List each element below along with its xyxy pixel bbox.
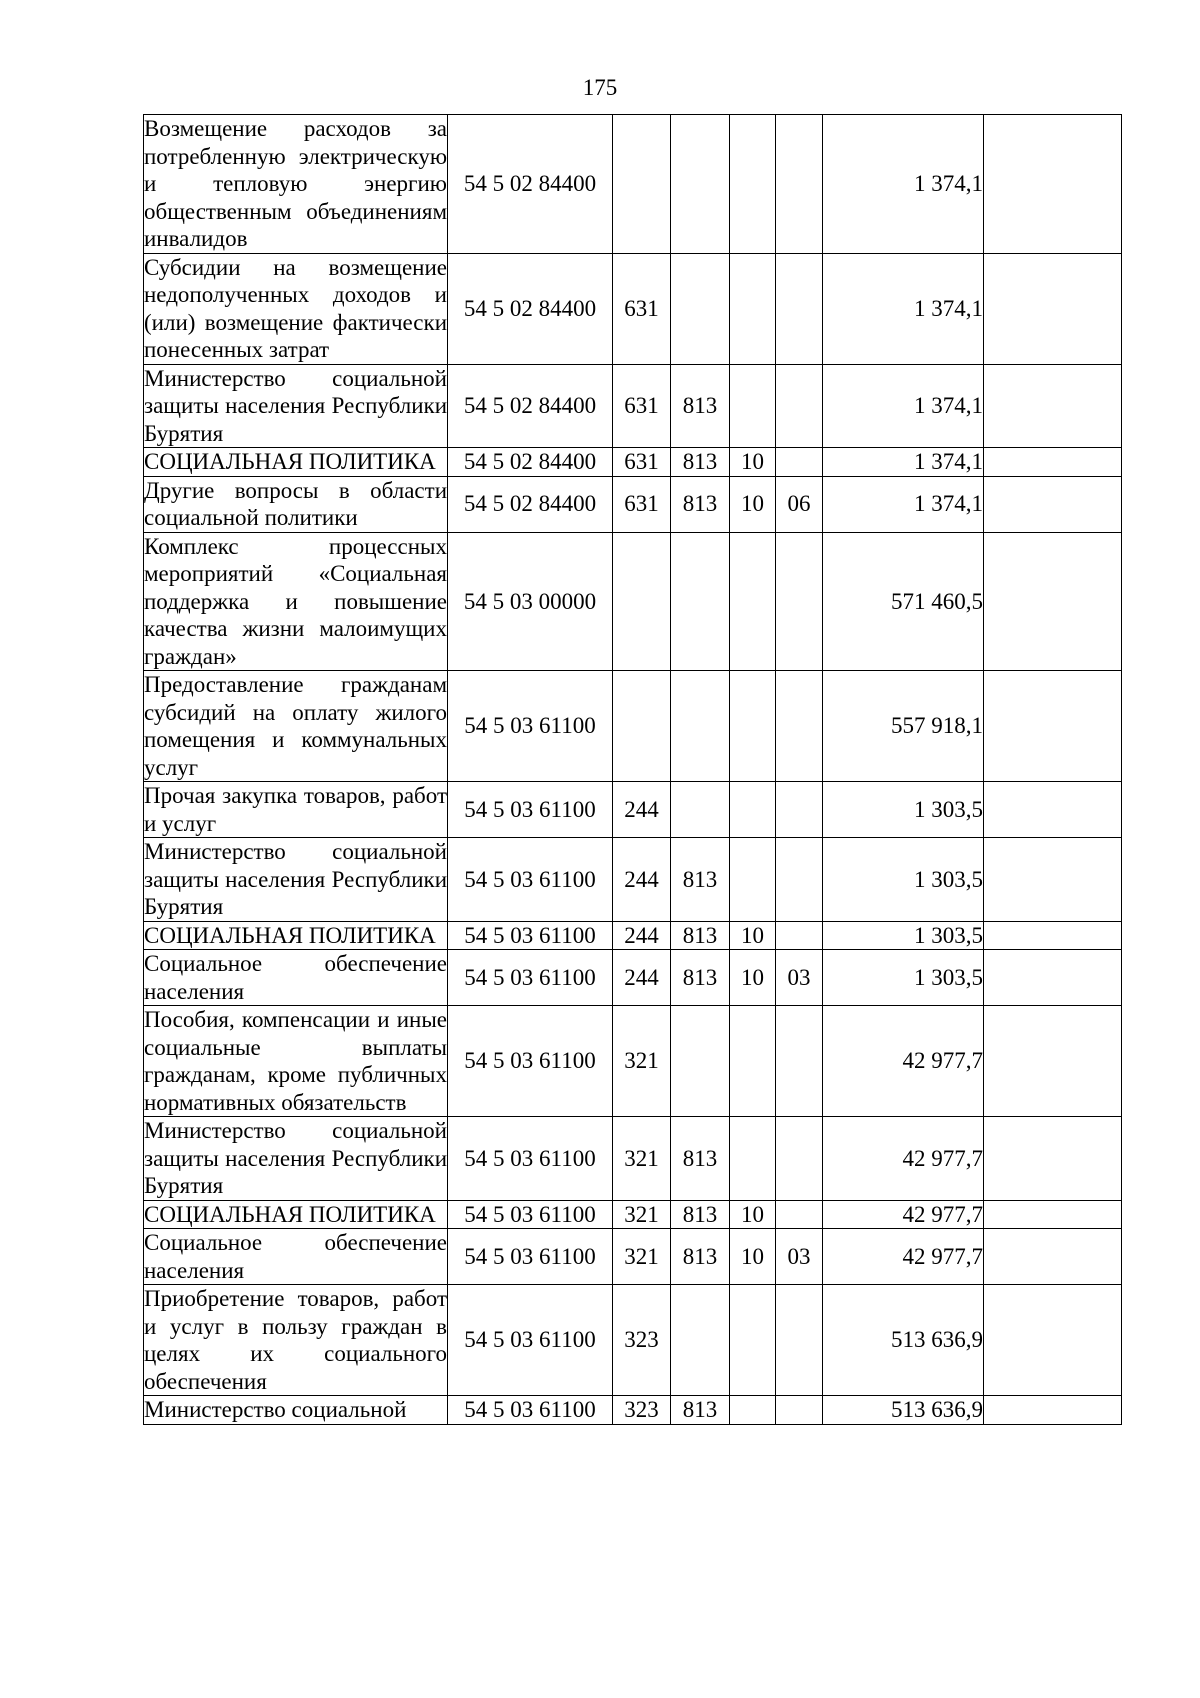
table-row — [144, 1229, 1122, 1285]
cell-name: СОЦИАЛЬНАЯ ПОЛИТИКА — [144, 448, 448, 477]
cell-expense-type: 631 — [613, 364, 671, 448]
cell-name: Субсидии на возмещение недополученных доходов и (или) возмещение фактически понесенных затрат — [144, 254, 447, 362]
page-number: 175 — [582, 75, 618, 100]
cell-subsection — [776, 838, 823, 922]
cell-target-article: 54 5 03 61100 — [448, 1117, 613, 1201]
cell-subsection — [776, 671, 823, 782]
cell-administrator: 813 — [671, 448, 730, 477]
cell-section — [730, 1117, 776, 1201]
cell-administrator: 813 — [671, 476, 730, 532]
cell-subsection: 03 — [776, 1229, 823, 1285]
cell-expense-type: 631 — [613, 448, 671, 477]
cell-target-article: 54 5 02 84400 — [448, 448, 613, 477]
cell-subsection — [776, 532, 823, 671]
cell-blank — [984, 532, 1122, 671]
cell-section: 10 — [730, 1229, 776, 1285]
cell-administrator: 813 — [671, 1117, 730, 1201]
cell-expense-type: 321 — [613, 1229, 671, 1285]
cell-expense-type — [613, 115, 671, 254]
cell-amount: 1 374,1 — [823, 476, 984, 532]
cell-section — [730, 671, 776, 782]
cell-section: 10 — [730, 921, 776, 950]
cell-amount: 557 918,1 — [823, 671, 984, 782]
cell-section: 10 — [730, 476, 776, 532]
cell-name: Прочая закупка товаров, работ и услуг — [144, 783, 447, 836]
table-row — [144, 364, 1122, 448]
cell-blank — [984, 1006, 1122, 1117]
cell-expense-type: 321 — [613, 1200, 671, 1229]
cell-subsection — [776, 1117, 823, 1201]
cell-subsection — [776, 921, 823, 950]
cell-administrator — [671, 782, 730, 838]
cell-section: 10 — [730, 1200, 776, 1229]
cell-subsection — [776, 782, 823, 838]
cell-blank — [984, 253, 1122, 364]
cell-amount: 42 977,7 — [823, 1117, 984, 1201]
cell-blank — [984, 921, 1122, 950]
cell-administrator — [671, 253, 730, 364]
cell-amount: 1 374,1 — [823, 253, 984, 364]
cell-administrator: 813 — [671, 1229, 730, 1285]
cell-target-article: 54 5 03 61100 — [448, 950, 613, 1006]
cell-administrator: 813 — [671, 921, 730, 950]
table-row — [144, 838, 1122, 922]
cell-blank — [984, 1229, 1122, 1285]
budget-table — [143, 114, 1122, 1425]
table-row — [144, 1006, 1122, 1117]
cell-target-article: 54 5 02 84400 — [448, 364, 613, 448]
cell-expense-type — [613, 671, 671, 782]
table-row — [144, 921, 1122, 950]
table-row — [144, 782, 1122, 838]
cell-section: 10 — [730, 448, 776, 477]
cell-amount: 1 374,1 — [823, 115, 984, 254]
cell-target-article: 54 5 02 84400 — [448, 115, 613, 254]
cell-section — [730, 532, 776, 671]
cell-subsection — [776, 1006, 823, 1117]
cell-expense-type: 321 — [613, 1117, 671, 1201]
cell-expense-type: 244 — [613, 838, 671, 922]
cell-name: СОЦИАЛЬНАЯ ПОЛИТИКА — [144, 921, 448, 950]
cell-administrator: 813 — [671, 364, 730, 448]
cell-blank — [984, 364, 1122, 448]
cell-target-article: 54 5 03 00000 — [448, 532, 613, 671]
cell-amount: 571 460,5 — [823, 532, 984, 671]
cell-name: СОЦИАЛЬНАЯ ПОЛИТИКА — [144, 1200, 448, 1229]
cell-target-article: 54 5 03 61100 — [448, 1006, 613, 1117]
cell-administrator: 813 — [671, 950, 730, 1006]
table-row — [144, 115, 1122, 254]
cell-subsection — [776, 115, 823, 254]
table-row — [144, 1200, 1122, 1229]
cell-target-article: 54 5 03 61100 — [448, 1229, 613, 1285]
cell-expense-type: 321 — [613, 1006, 671, 1117]
cell-section — [730, 838, 776, 922]
table-row — [144, 448, 1122, 477]
cell-name: Другие вопросы в области социальной политики — [144, 477, 447, 530]
table-row — [144, 532, 1122, 671]
cell-blank — [984, 1117, 1122, 1201]
cell-administrator: 813 — [671, 838, 730, 922]
cell-blank — [984, 838, 1122, 922]
cell-name: Социальное обеспечение населения — [144, 951, 447, 1004]
cell-section — [730, 364, 776, 448]
cell-administrator — [671, 532, 730, 671]
cell-administrator — [671, 115, 730, 254]
cell-amount: 42 977,7 — [823, 1229, 984, 1285]
cell-expense-type: 244 — [613, 921, 671, 950]
table-row — [144, 1396, 1122, 1425]
cell-section — [730, 1006, 776, 1117]
cell-expense-type: 323 — [613, 1396, 671, 1425]
cell-expense-type: 323 — [613, 1285, 671, 1396]
cell-amount: 1 303,5 — [823, 838, 984, 922]
cell-target-article: 54 5 02 84400 — [448, 476, 613, 532]
budget-table-body — [144, 115, 1122, 1425]
cell-section — [730, 1285, 776, 1396]
cell-amount: 42 977,7 — [823, 1200, 984, 1229]
cell-blank — [984, 1285, 1122, 1396]
cell-target-article: 54 5 03 61100 — [448, 838, 613, 922]
cell-administrator — [671, 671, 730, 782]
cell-name: Министерство социальной защиты населения Республики Бурятия — [144, 839, 447, 919]
cell-name: Пособия, компенсации и иные социальные выплаты гражданам, кроме публичных нормативных обязательств — [144, 1007, 447, 1115]
cell-name: Социальное обеспечение населения — [144, 1230, 447, 1283]
cell-section: 10 — [730, 950, 776, 1006]
cell-subsection: 06 — [776, 476, 823, 532]
table-row — [144, 671, 1122, 782]
cell-target-article: 54 5 03 61100 — [448, 1396, 613, 1425]
table-row — [144, 1285, 1122, 1396]
cell-amount: 513 636,9 — [823, 1285, 984, 1396]
cell-target-article: 54 5 03 61100 — [448, 1200, 613, 1229]
cell-expense-type: 631 — [613, 253, 671, 364]
cell-section — [730, 782, 776, 838]
cell-administrator: 813 — [671, 1200, 730, 1229]
cell-blank — [984, 448, 1122, 477]
cell-blank — [984, 476, 1122, 532]
cell-amount: 513 636,9 — [823, 1396, 984, 1425]
cell-amount: 1 303,5 — [823, 950, 984, 1006]
cell-expense-type — [613, 532, 671, 671]
cell-expense-type: 631 — [613, 476, 671, 532]
cell-subsection — [776, 448, 823, 477]
cell-subsection: 03 — [776, 950, 823, 1006]
cell-name: Предоставление гражданам субсидий на оплату жилого помещения и коммунальных услуг — [144, 672, 447, 780]
cell-name: Министерство социальной защиты населения Республики Бурятия — [144, 365, 447, 446]
cell-name: Комплекс процессных мероприятий «Социальная поддержка и повышение качества жизни малоимущих граждан» — [144, 533, 447, 669]
cell-blank — [984, 1396, 1122, 1425]
cell-expense-type: 244 — [613, 782, 671, 838]
table-row — [144, 253, 1122, 364]
cell-section — [730, 253, 776, 364]
cell-amount: 1 303,5 — [823, 782, 984, 838]
table-row — [144, 476, 1122, 532]
cell-name: Возмещение расходов за потребленную электрическую и тепловую энергию общественным объединениям инвалидов — [144, 116, 447, 251]
cell-amount: 42 977,7 — [823, 1006, 984, 1117]
cell-blank — [984, 1200, 1122, 1229]
cell-target-article: 54 5 02 84400 — [448, 253, 613, 364]
cell-administrator — [671, 1006, 730, 1117]
cell-amount: 1 374,1 — [823, 448, 984, 477]
cell-amount: 1 374,1 — [823, 364, 984, 448]
cell-target-article: 54 5 03 61100 — [448, 671, 613, 782]
cell-subsection — [776, 253, 823, 364]
cell-target-article: 54 5 03 61100 — [448, 782, 613, 838]
cell-subsection — [776, 1396, 823, 1425]
cell-name: Министерство социальной — [144, 1396, 448, 1425]
cell-target-article: 54 5 03 61100 — [448, 1285, 613, 1396]
cell-section — [730, 115, 776, 254]
cell-blank — [984, 671, 1122, 782]
cell-subsection — [776, 1285, 823, 1396]
table-row — [144, 1117, 1122, 1201]
table-row — [144, 950, 1122, 1006]
cell-blank — [984, 115, 1122, 254]
cell-administrator — [671, 1285, 730, 1396]
cell-target-article: 54 5 03 61100 — [448, 921, 613, 950]
cell-amount: 1 303,5 — [823, 921, 984, 950]
cell-administrator: 813 — [671, 1396, 730, 1425]
cell-subsection — [776, 364, 823, 448]
cell-blank — [984, 950, 1122, 1006]
cell-section — [730, 1396, 776, 1425]
cell-name: Приобретение товаров, работ и услуг в пользу граждан в целях их социального обеспечения — [144, 1286, 447, 1394]
cell-subsection — [776, 1200, 823, 1229]
cell-blank — [984, 782, 1122, 838]
cell-name: Министерство социальной защиты населения Республики Бурятия — [144, 1118, 447, 1198]
cell-expense-type: 244 — [613, 950, 671, 1006]
